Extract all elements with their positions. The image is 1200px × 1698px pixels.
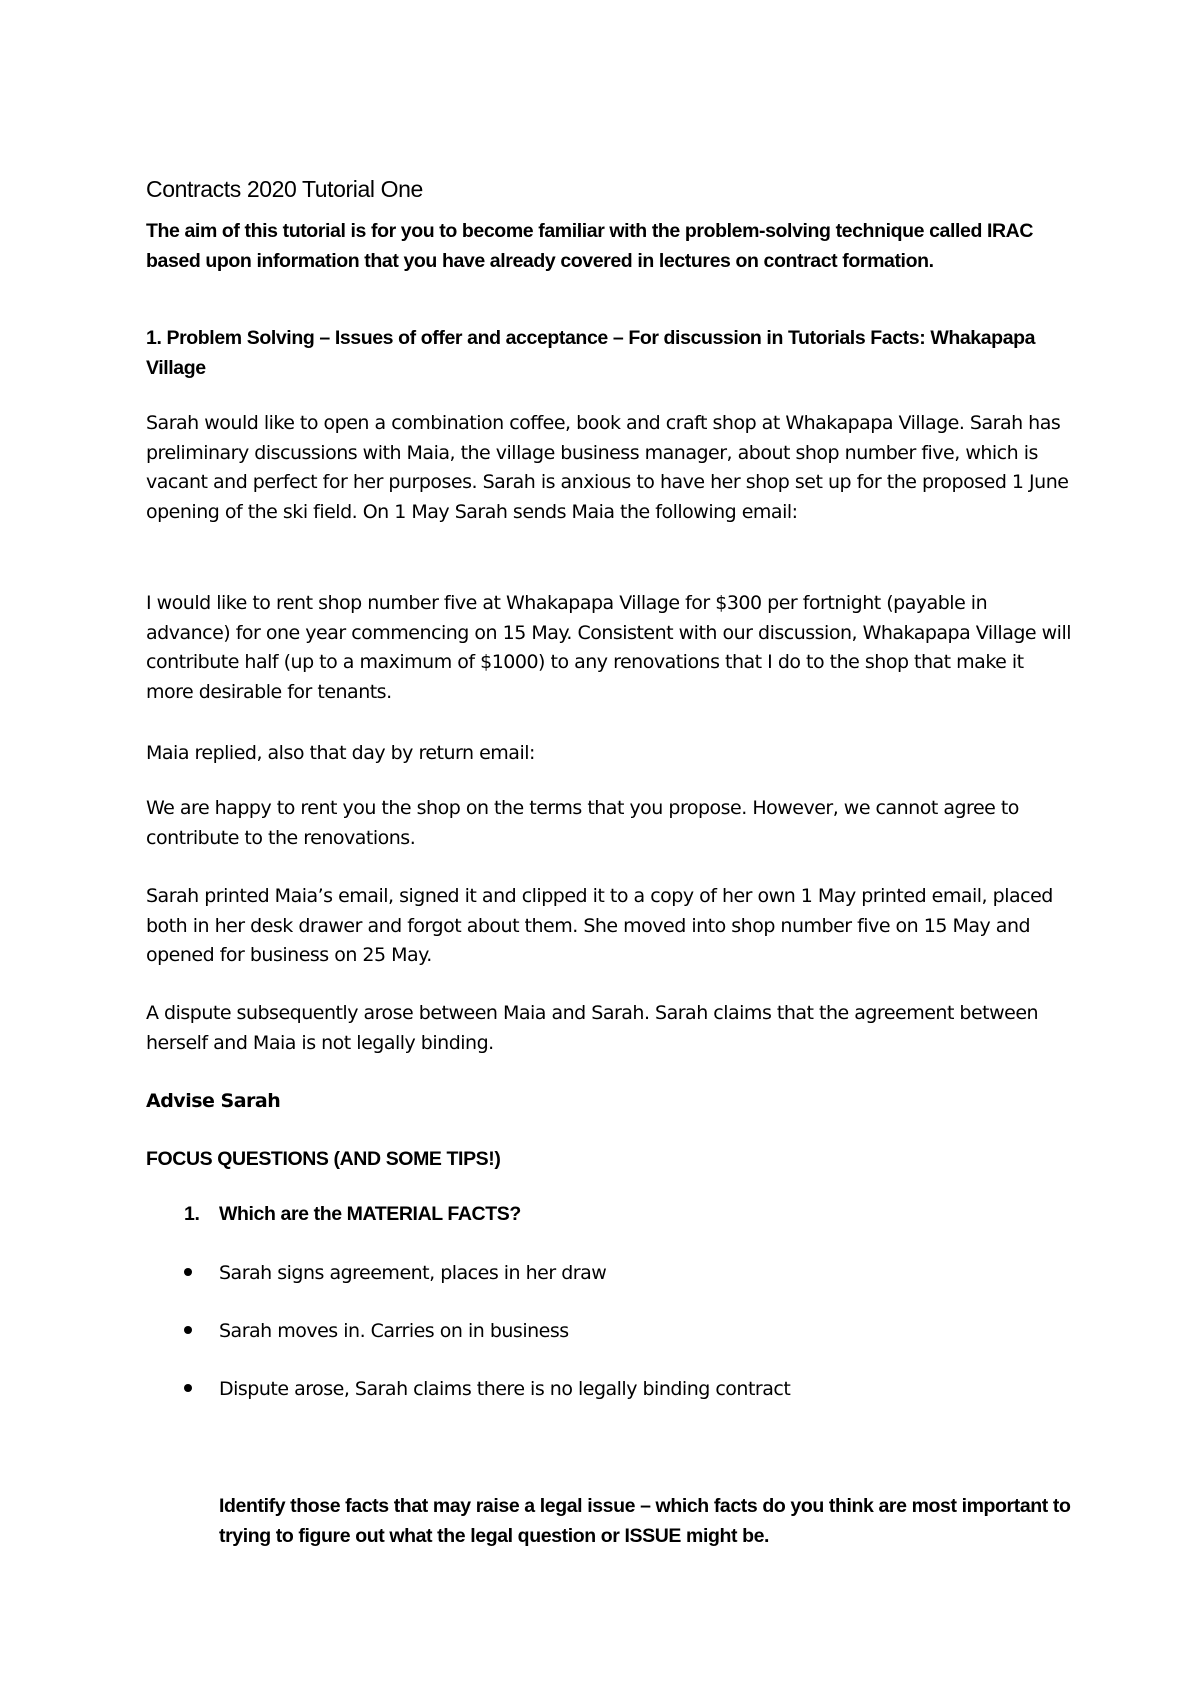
bullet-icon (184, 1384, 192, 1392)
subsequent-facts-paragraph: Sarah printed Maia’s email, signed it and clipped it to a copy of her own 1 May printed email, placed both in her desk drawer and forgot about them. She moved into shop number five on 15 May and opened for business on 25 May. (146, 885, 1053, 966)
document-title: Contracts 2020 Tutorial One (146, 176, 423, 202)
email-from-maia: We are happy to rent you the shop on the terms that you propose. However, we cannot agree to contribute to the renovations. (146, 797, 1019, 849)
bullet-text: Dispute arose, Sarah claims there is no legally binding contract (219, 1378, 791, 1400)
dispute-paragraph: A dispute subsequently arose between Maia and Sarah. Sarah claims that the agreement between herself and Maia is not legally binding. (146, 1002, 1039, 1054)
tip-paragraph: Identify those facts that may raise a legal issue – which facts do you think are most important to trying to figure out what the legal question or ISSUE might be. (219, 1495, 1071, 1547)
email-from-sarah: I would like to rent shop number five at Whakapapa Village for $300 per fortnight (payable in advance) for one year commencing on 15 May. Consistent with our discussion, Whakapapa Village will contribute half (up to a maximum of $1000) to any renovations that I do to the shop that make it more desirable for tenants. (146, 592, 1072, 703)
bullet-text: Sarah signs agreement, places in her draw (219, 1262, 607, 1284)
list-item (184, 1378, 790, 1400)
list-item (184, 1320, 569, 1342)
bullet-icon (184, 1326, 192, 1334)
question-number: 1. (184, 1203, 200, 1225)
problem-heading: 1. Problem Solving – Issues of offer and acceptance – For discussion in Tutorials Facts: Whakapapa Village (146, 327, 1036, 379)
advise-heading: Advise Sarah (146, 1090, 281, 1112)
facts-paragraph: Sarah would like to open a combination coffee, book and craft shop at Whakapapa Village. Sarah has preliminary discussions with Maia, the village business manager, about shop number five, which is vacant and perfect for her purposes. Sarah is anxious to have her shop set up for the proposed 1 June opening of the ski field. On 1 May Sarah sends Maia the following email: (146, 412, 1069, 523)
maia-reply-intro: Maia replied, also that day by return email: (146, 742, 535, 764)
question-text: Which are the MATERIAL FACTS? (219, 1203, 521, 1225)
bullet-text: Sarah moves in. Carries on in business (219, 1320, 569, 1342)
question-1 (184, 1203, 521, 1226)
focus-questions-heading: FOCUS QUESTIONS (AND SOME TIPS!) (146, 1148, 501, 1170)
intro-paragraph: The aim of this tutorial is for you to become familiar with the problem-solving technique called IRAC based upon information that you have already covered in lectures on contract formation. (146, 220, 1034, 272)
bullet-icon (184, 1268, 192, 1276)
list-item (184, 1262, 606, 1284)
